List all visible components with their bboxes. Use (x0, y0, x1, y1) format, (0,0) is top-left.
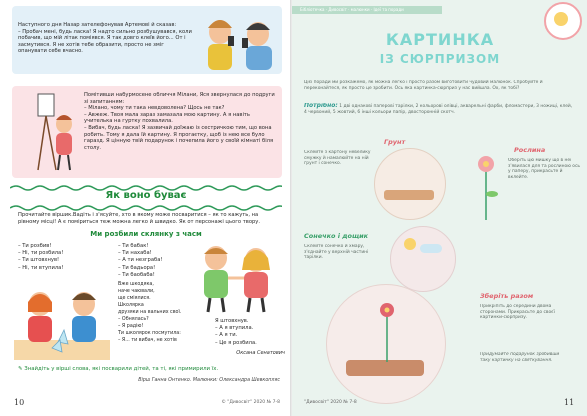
poem-line: – Ти бабак! (118, 243, 149, 249)
top-header: Бібліотечка · Дивосвіт · малюнки · Ідеї та поради (300, 7, 404, 12)
footer-mag-left: © "Дивосвіт" 2020 № 7-8 (221, 400, 280, 405)
poem-line: Я штовхнув. (215, 318, 249, 324)
badge-inner (554, 12, 568, 26)
step-2-flower (468, 150, 504, 220)
step-2-text: Оберіть цю мишку що в неї з'явилася для та рослиною ось у паперу, прикрасьте й вклейте. (508, 158, 580, 180)
poem-line: ще сміялися. (118, 296, 151, 301)
right-page (292, 0, 587, 416)
poem-line: – Ні, ти розбила! (18, 250, 64, 257)
cloud-shape (420, 244, 442, 253)
poem-col-2 (118, 243, 188, 279)
intro-paragraph: Наступного дня Назар зателефонував Артемові й сказав: – Пробач мені, будь ласка! Я надто сильно розбушувався, коли побачив, що мій літак поміявся. Я так довго клеїв його... От і засмутився. Я не хотів тебе образити, просто не зміг опанувати себе вчасно. (18, 22, 192, 55)
materials-text: 1 дві однакові паперові тарілки, 2 кольорові олівці, акварельні фарби, фломастери, 3 ножиці, клей, 4 червоний, 5 жовтий, 6 інші кольори папір, двосторонній скотч. (304, 104, 573, 115)
step-4-ground (346, 360, 424, 376)
poem-line: Вже шкодяка, (118, 282, 154, 287)
poem-line: – Це я розбила. (215, 339, 257, 346)
poem-line: – Ти нахаба! (118, 250, 152, 257)
poem-line: Школярка (118, 303, 144, 308)
step-3-plate (390, 226, 456, 292)
kids-jar-illustration (14, 282, 110, 360)
title-line-1: КАРТИНКА (385, 30, 495, 49)
title-line-2: ІЗ СЮРПРИЗОМ (379, 52, 501, 66)
section-title: Як воно буває (105, 190, 187, 201)
step-1-label: Грунт (384, 138, 406, 146)
poem-line: – Я... ти вибач, не хотів (118, 338, 177, 343)
poem-line: – А ти незграба! (118, 257, 163, 264)
section-intro: Прочитайте віршик.Вадіть і з'ясуйте, хто в якому може посваритися – як то кажуть, на рівному місці! А є поміриться теж можна легко й швидко. Як от персонажі цього твору. (18, 212, 261, 225)
step-3-text: Склейте сонечко й хмару, з'єднайте у верхній частині тарілки. (304, 244, 369, 261)
poem-line: Ти школярок посмутила: (118, 331, 181, 336)
poem-line: – Я радію! (118, 324, 144, 329)
footer-task (18, 366, 280, 372)
poem-line: – Ти баобаба! (118, 271, 155, 278)
side-note: Придумайте подарунок зробивши таку картинку на святкування. (480, 352, 560, 363)
poem-line: друзяки на вальних свої. (118, 310, 182, 315)
left-page (0, 0, 292, 416)
poem-line: – Ти розбив! (18, 243, 52, 249)
step-4-text: Прикріпіть до середини двома сторонами. Прикрасьте до своєї картинки-сюрпризу. (480, 304, 555, 321)
kids-phone-illustration (198, 12, 282, 72)
poem-line: – Ти бадьора! (118, 264, 156, 271)
milana-paragraph: Помітивши набурмосене обличчя Мілани, Яся звернулася до подруги зі запитанням: – Мілано, чому ти така невдоволена? Щось не так? – Авжеж. Твоя мала зараз замазала мою картину. А я навіть учителька на гуртку похвалила. – Вибач, будь ласка! Я зазвичай доїжаю із сестричкою тим, що вона робить. Тому я дала їй картину. Я прогаєтку, щоб із нею все було гаразд. Я цінную твій подарунок і почепила його у своїй кімнаті біля столу. (84, 92, 275, 151)
page-number-right: 11 (564, 398, 575, 407)
step-2-label: Рослина (514, 146, 546, 154)
poem-line: – Ти штовхнув! (18, 257, 60, 264)
page-number-left: 10 (14, 398, 25, 407)
poem-author: Оксана Сенатович (236, 350, 285, 356)
poem-line: – Ні, ти втупила! (18, 264, 64, 271)
kids-argue-illustration (190, 240, 282, 314)
poem-line: – А я ти. (215, 332, 238, 339)
sun-shape (404, 238, 416, 250)
poem-title: Ми розбили склянку з часм (90, 230, 202, 238)
poem-col-1 (18, 243, 78, 272)
step-3-label: Сонечко і дощик (304, 232, 369, 240)
footer-task-text: Знайдіть у вірші слова, які посварили дітей, та ті, які примирили їх. (24, 366, 219, 372)
poem-line: наче чаювали, (118, 289, 155, 294)
right-intro: Цієї поради ми розкажемо, як можна легко і просто разом виготовити чудовий малюнок. Спробуйте й переконайтеся, як просто це зробити. Ось яка картинка-сюрприз у нас вийшла. Ох, як тобі? (304, 80, 543, 91)
step-4-label: Зберіть разом (480, 292, 534, 300)
step-1-plate (374, 148, 446, 220)
step-1-ground (384, 190, 434, 200)
step-1-text: Склейте з картону невелику смужку й намалюйте на ній грунт і сонечко. (304, 150, 371, 167)
girl-painting-illustration (16, 90, 80, 174)
materials (304, 103, 576, 133)
poem-col-3 (215, 318, 285, 347)
wavy-divider-bottom (10, 204, 282, 212)
poem-line: – Обнялась? (118, 317, 149, 322)
poem-line: – А я втупила. (215, 325, 254, 332)
credits: Вірш Ганна Онтенко. Малюнки: Олександра Шевкопляс (138, 378, 280, 383)
materials-label: Потрібно: (304, 103, 338, 109)
footer-mag-right: "Дивосвіт" 2020 № 7-8 (304, 400, 357, 405)
step-4-flower (374, 300, 400, 362)
pencil-icon: ✎ (18, 366, 25, 372)
